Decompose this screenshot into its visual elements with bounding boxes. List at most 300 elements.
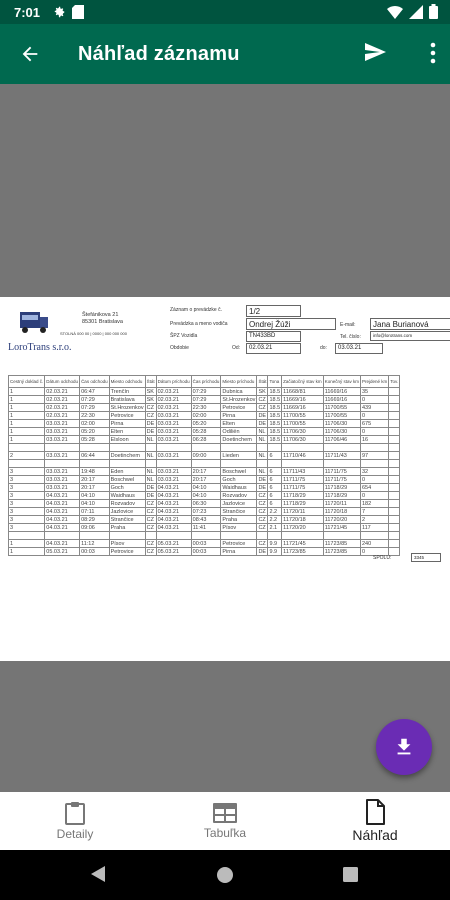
- home-circle-icon[interactable]: [216, 866, 234, 884]
- table-cell: CZ: [257, 508, 268, 516]
- table-cell: 11706/46: [323, 436, 360, 444]
- table-cell: 6: [268, 452, 282, 460]
- table-cell: 0: [360, 492, 388, 500]
- table-cell: 2.2: [268, 516, 282, 524]
- table-cell: 04:10: [191, 492, 221, 500]
- table-cell: CZ: [257, 540, 268, 548]
- table-cell: 07:29: [191, 396, 221, 404]
- table-cell: 1: [9, 396, 45, 404]
- email-field: info@lorotrans.com: [370, 331, 450, 341]
- table-cell: 11710/46: [282, 452, 324, 460]
- table-cell: DE: [146, 492, 155, 499]
- table-cell: CZ: [145, 412, 156, 420]
- table-cell: NL: [145, 468, 156, 476]
- table-cell: 02.03.21: [45, 388, 80, 396]
- table-cell: 16: [360, 436, 388, 444]
- table-cell: Elsloon: [109, 436, 145, 444]
- table-header-cell: Dátum príchodu: [156, 376, 191, 388]
- table-cell: [80, 444, 110, 452]
- table-cell: 00:03: [191, 540, 221, 548]
- truck-logo: [18, 308, 50, 334]
- table-cell: Eden: [109, 468, 145, 476]
- table-cell: 04.03.21: [156, 500, 191, 508]
- table-cell: [191, 460, 221, 468]
- table-cell: 03.03.21: [45, 452, 80, 460]
- more-vert-icon: [430, 42, 436, 64]
- table-cell: Trenčín: [109, 388, 145, 396]
- table-row: [9, 396, 400, 404]
- table-cell: Pirna: [221, 548, 257, 556]
- table-cell: 04.03.21: [156, 508, 191, 516]
- more-options-button[interactable]: [430, 42, 436, 69]
- table-cell: 11711/75: [282, 476, 324, 484]
- table-cell: 05.03.21: [45, 548, 80, 556]
- table-cell: 11706/30: [282, 436, 324, 444]
- table-cell: [145, 444, 156, 452]
- table-cell: 11711/43: [282, 468, 324, 476]
- table-cell: Strančice: [221, 508, 257, 516]
- period-label: Obdobie: [170, 345, 189, 351]
- table-cell: [389, 404, 400, 412]
- table-cell: 06:47: [80, 388, 110, 396]
- table-cell: CZ: [145, 540, 156, 548]
- table-cell: 11711/75: [282, 484, 324, 492]
- table-row: [9, 500, 400, 508]
- table-cell: Boschwel: [109, 476, 145, 484]
- table-cell: 0: [360, 548, 388, 556]
- table-cell: 11669/16: [323, 396, 360, 404]
- table-cell: 11718/29: [323, 492, 360, 500]
- table-cell: 3: [9, 516, 45, 524]
- table-cell: [360, 460, 388, 468]
- table-cell: 240: [360, 540, 388, 548]
- record-number-label: Záznam o prevádzke č.: [170, 307, 222, 313]
- table-cell: [389, 484, 400, 492]
- table-cell: 04.03.21: [156, 492, 191, 500]
- table-cell: Lieden: [221, 452, 257, 460]
- table-cell: Doetinchem: [109, 452, 145, 460]
- record-table: [8, 375, 400, 556]
- table-cell: 11711/43: [323, 452, 360, 460]
- table-cell: Jazlovice: [109, 508, 145, 516]
- table-cell: Bratislava: [109, 396, 145, 404]
- send-icon: [362, 40, 388, 64]
- table-row: [9, 492, 400, 500]
- table-cell: 04.03.21: [156, 524, 191, 532]
- table-cell: 03.03.21: [45, 436, 80, 444]
- table-cell: 11720/18: [282, 516, 324, 524]
- table-cell: [389, 476, 400, 484]
- table-cell: 18.5: [269, 412, 281, 419]
- table-cell: [389, 420, 400, 428]
- table-row: [9, 540, 400, 548]
- table-cell: 08:43: [191, 516, 221, 524]
- table-cell: 9.9: [268, 540, 282, 548]
- table-cell: 11711/75: [323, 468, 360, 476]
- table-cell: 2.1: [268, 524, 282, 532]
- table-cell: 03.03.21: [45, 420, 80, 428]
- table-row: [9, 516, 400, 524]
- table-cell: 03.03.21: [45, 428, 80, 436]
- table-cell: 7: [360, 508, 388, 516]
- table-cell: 20:17: [191, 476, 221, 484]
- table-cell: 02.03.21: [156, 404, 191, 412]
- company-name: LoroTrans s.r.o.: [8, 342, 72, 353]
- table-cell: Rozvadov: [109, 500, 145, 508]
- table-cell: 11700/55: [323, 404, 360, 412]
- table-cell: DE: [258, 412, 267, 419]
- table-header-cell: Dátum odchodu: [45, 376, 80, 388]
- table-cell: DE: [146, 428, 155, 435]
- table-cell: 675: [360, 420, 388, 428]
- table-cell: [221, 532, 257, 540]
- table-cell: 04.03.21: [45, 508, 80, 516]
- table-cell: [323, 532, 360, 540]
- table-cell: [389, 444, 400, 452]
- table-cell: 04.03.21: [45, 540, 80, 548]
- table-cell: 654: [360, 484, 388, 492]
- table-cell: CZ: [257, 500, 268, 508]
- table-row: [9, 420, 400, 428]
- table-cell: [360, 444, 388, 452]
- table-cell: CZ: [145, 516, 156, 524]
- table-row: [9, 532, 400, 540]
- table-cell: Waidhaus: [109, 492, 145, 500]
- table-cell: St.Hrozenkov: [222, 396, 256, 403]
- table-header-cell: Tona: [268, 376, 282, 388]
- table-header-cell: Čas príchodu: [191, 376, 221, 388]
- table-cell: 03.03.21: [45, 476, 80, 484]
- table-cell: [323, 444, 360, 452]
- table-cell: CZ: [257, 404, 268, 412]
- table-cell: 02:00: [191, 412, 221, 420]
- table-cell: 1: [9, 404, 45, 412]
- table-cell: [389, 452, 400, 460]
- table-cell: 09:00: [191, 452, 221, 460]
- table-cell: 18.5: [269, 404, 281, 411]
- table-cell: 05:20: [191, 420, 221, 428]
- table-cell: Praha: [221, 516, 257, 524]
- table-cell: 04.03.21: [156, 516, 191, 524]
- table-cell: 07:23: [191, 508, 221, 516]
- sd-card-icon: [72, 5, 84, 19]
- download-icon: [393, 736, 415, 758]
- from-field: 02.03.21: [246, 343, 301, 354]
- clipboard-icon: [64, 801, 86, 825]
- table-cell: 11720/11: [282, 508, 324, 516]
- table-cell: 05:28: [80, 436, 110, 444]
- table-cell: 00:03: [80, 548, 110, 556]
- table-cell: CZ: [145, 548, 156, 556]
- table-cell: 3: [9, 524, 45, 532]
- table-cell: 03.03.21: [156, 412, 191, 420]
- table-cell: 1: [9, 540, 45, 548]
- table-cell: [80, 460, 110, 468]
- company-address-line3: STOLNÁ 000 00 | 0000 | 000 000 000: [60, 331, 127, 336]
- table-cell: [360, 532, 388, 540]
- table-cell: [45, 460, 80, 468]
- status-time: 7:01: [14, 4, 41, 20]
- table-cell: 11711/75: [323, 476, 360, 484]
- table-cell: 18.5: [269, 420, 281, 427]
- table-cell: 11706/30: [323, 428, 360, 436]
- back-triangle-icon[interactable]: [90, 865, 106, 883]
- table-cell: [156, 460, 191, 468]
- table-cell: 6: [268, 468, 282, 476]
- table-cell: [268, 460, 282, 468]
- table-cell: [389, 436, 400, 444]
- table-cell: [45, 444, 80, 452]
- table-cell: [389, 500, 400, 508]
- table-cell: 03.03.21: [45, 468, 80, 476]
- back-button[interactable]: [2, 26, 58, 82]
- from-label: Od:: [232, 345, 241, 351]
- table-cell: DE: [258, 548, 267, 555]
- table-cell: Doetinchem: [221, 436, 257, 444]
- driver-field: Ondrej Žúži: [246, 318, 336, 330]
- table-cell: [109, 532, 145, 540]
- nav-item-label: Náhľad: [352, 827, 398, 843]
- table-cell: 18.5: [269, 388, 281, 395]
- recents-square-icon[interactable]: [343, 867, 358, 882]
- table-cell: 04:10: [80, 492, 110, 500]
- table-cell: Petrovice: [109, 548, 145, 556]
- table-cell: 11718/29: [282, 500, 324, 508]
- table-cell: [389, 508, 400, 516]
- table-header-cell: Tov.: [389, 376, 400, 388]
- table-cell: [9, 460, 45, 468]
- table-cell: Písov: [109, 540, 145, 548]
- table-cell: DE: [258, 484, 267, 491]
- preview-area[interactable]: [0, 84, 450, 792]
- table-cell: CZ: [257, 524, 268, 532]
- settings-gear-icon: [52, 5, 66, 19]
- table-cell: NL: [257, 452, 268, 460]
- table-cell: 6: [268, 484, 282, 492]
- table-cell: CZ: [145, 404, 156, 412]
- table-cell: 6: [268, 476, 282, 484]
- table-cell: [45, 532, 80, 540]
- table-cell: 18.5: [269, 436, 281, 443]
- table-cell: 3: [9, 468, 45, 476]
- table-cell: 02.03.21: [45, 412, 80, 420]
- table-cell: 439: [360, 404, 388, 412]
- table-cell: 11668/81: [282, 388, 324, 396]
- table-cell: 20:17: [191, 468, 221, 476]
- system-navigation-bar: [0, 850, 450, 900]
- table-cell: 03.03.21: [45, 484, 80, 492]
- table-cell: CZ: [145, 524, 156, 532]
- table-cell: 32: [360, 468, 388, 476]
- table-cell: Strančice: [109, 516, 145, 524]
- table-cell: 04:10: [191, 484, 221, 492]
- table-cell: [282, 532, 324, 540]
- table-cell: Pirna: [221, 412, 257, 420]
- table-cell: SK: [145, 396, 156, 404]
- table-cell: Dubnica: [221, 388, 257, 396]
- table-grid-icon: [212, 802, 238, 824]
- table-row: [9, 508, 400, 516]
- table-cell: 182: [360, 500, 388, 508]
- table-cell: NL: [257, 468, 268, 476]
- table-cell: CZ: [257, 516, 268, 524]
- table-cell: 08:29: [80, 516, 110, 524]
- email-label: E-mail:: [340, 322, 356, 328]
- nav-item-label: Tabuľka: [203, 826, 247, 840]
- table-cell: 2: [360, 516, 388, 524]
- table-cell: 02.03.21: [156, 396, 191, 404]
- table-cell: NL: [257, 428, 268, 436]
- nav-item-preview[interactable]: [300, 792, 450, 850]
- table-cell: [323, 460, 360, 468]
- table-cell: NL: [145, 452, 156, 460]
- table-cell: 6: [268, 492, 282, 500]
- table-cell: 3: [9, 492, 45, 500]
- company-address-line1: Štefánikova 21: [82, 312, 119, 318]
- table-cell: [257, 532, 268, 540]
- table-cell: 0: [360, 476, 388, 484]
- table-cell: DE: [146, 484, 155, 491]
- table-cell: 3: [9, 476, 45, 484]
- table-cell: 22:30: [80, 412, 110, 420]
- summary-value: 3345: [411, 553, 441, 562]
- table-cell: [191, 444, 221, 452]
- table-header-row: [9, 376, 400, 388]
- status-bar: [0, 0, 450, 24]
- table-row: [9, 388, 400, 396]
- table-cell: 04.03.21: [45, 524, 80, 532]
- table-cell: [282, 460, 324, 468]
- table-row: [9, 524, 400, 532]
- download-button[interactable]: [376, 719, 432, 775]
- table-header-cell: Miesto odchodu: [109, 376, 145, 388]
- table-cell: 11720/18: [323, 508, 360, 516]
- table-cell: CZ: [257, 492, 268, 500]
- table-cell: [268, 444, 282, 452]
- table-header-cell: Prejdené km: [360, 376, 388, 388]
- table-cell: 1: [9, 436, 45, 444]
- table-cell: 11723/85: [323, 540, 360, 548]
- table-cell: 0: [360, 396, 388, 404]
- table-cell: 18.5: [269, 428, 281, 435]
- table-cell: Boschwel: [221, 468, 257, 476]
- table-cell: CZ: [145, 508, 156, 516]
- table-cell: 11700/55: [323, 412, 360, 420]
- table-cell: [389, 468, 400, 476]
- table-cell: [9, 444, 45, 452]
- table-row: [9, 484, 400, 492]
- document-preview[interactable]: [0, 297, 450, 661]
- table-row: [9, 476, 400, 484]
- table-cell: Petrovice: [221, 540, 257, 548]
- table-row: [9, 428, 400, 436]
- table-cell: 09:06: [80, 524, 110, 532]
- table-cell: 9.9: [268, 548, 282, 556]
- table-cell: [389, 532, 400, 540]
- nav-item-table[interactable]: [150, 792, 300, 850]
- table-cell: Rozvadov: [221, 492, 257, 500]
- table-header-cell: Štát: [145, 376, 156, 388]
- table-cell: 11669/16: [282, 396, 324, 404]
- table-cell: [389, 428, 400, 436]
- table-cell: 11:12: [80, 540, 110, 548]
- wifi-icon: [387, 5, 403, 19]
- nav-item-details[interactable]: [0, 792, 150, 850]
- table-cell: CZ: [145, 500, 156, 508]
- bottom-navigation: [0, 792, 450, 850]
- table-cell: Pirna: [109, 420, 145, 428]
- table-cell: SK: [145, 388, 156, 396]
- table-cell: [389, 460, 400, 468]
- table-row: [9, 404, 400, 412]
- phone-label: Tel. číslo:: [340, 334, 361, 340]
- table-cell: 11669/16: [282, 404, 324, 412]
- signal-icon: [409, 5, 423, 19]
- send-button[interactable]: [362, 40, 388, 69]
- table-cell: 04.03.21: [45, 492, 80, 500]
- table-row: [9, 452, 400, 460]
- table-cell: [257, 444, 268, 452]
- table-cell: 06:44: [80, 452, 110, 460]
- table-cell: 97: [360, 452, 388, 460]
- table-cell: 0: [360, 412, 388, 420]
- plate-field: TN433BD: [246, 331, 301, 342]
- table-row: [9, 460, 400, 468]
- table-cell: 04:10: [80, 500, 110, 508]
- table-header-cell: Miesto príchodu: [221, 376, 257, 388]
- table-cell: [145, 460, 156, 468]
- table-cell: [109, 444, 145, 452]
- table-cell: [156, 444, 191, 452]
- table-cell: 04.03.21: [45, 516, 80, 524]
- table-cell: [257, 460, 268, 468]
- company-address-line2: 85301 Bratislava: [82, 319, 123, 325]
- arrow-back-icon: [19, 43, 41, 65]
- table-row: [9, 412, 400, 420]
- table-cell: Písov: [221, 524, 257, 532]
- table-cell: [389, 524, 400, 532]
- table-cell: NL: [145, 436, 156, 444]
- table-cell: 22:30: [191, 404, 221, 412]
- table-cell: 03.03.21: [156, 436, 191, 444]
- table-cell: 06:30: [191, 500, 221, 508]
- table-cell: 2.2: [268, 508, 282, 516]
- table-cell: [389, 396, 400, 404]
- table-cell: 3: [9, 508, 45, 516]
- table-cell: 1: [9, 412, 45, 420]
- table-cell: 07:29: [80, 396, 110, 404]
- table-cell: 18.5: [269, 396, 281, 403]
- table-cell: Waidhaus: [221, 484, 257, 492]
- table-cell: 05:28: [191, 428, 221, 436]
- table-cell: 11720/20: [282, 524, 324, 532]
- table-cell: 06:28: [191, 436, 221, 444]
- table-cell: 02.03.21: [45, 396, 80, 404]
- table-cell: 117: [360, 524, 388, 532]
- table-cell: 03.03.21: [156, 476, 191, 484]
- table-cell: 03.03.21: [156, 468, 191, 476]
- table-cell: DE: [146, 420, 155, 427]
- table-row: [9, 468, 400, 476]
- plate-label: ŠPZ Vozidla: [170, 333, 198, 339]
- table-row: [9, 548, 400, 556]
- table-cell: Goch: [109, 484, 145, 492]
- table-cell: 35: [360, 388, 388, 396]
- to-field: 03.03.21: [335, 343, 383, 354]
- table-cell: [156, 532, 191, 540]
- table-cell: [389, 516, 400, 524]
- table-cell: 11700/55: [282, 420, 324, 428]
